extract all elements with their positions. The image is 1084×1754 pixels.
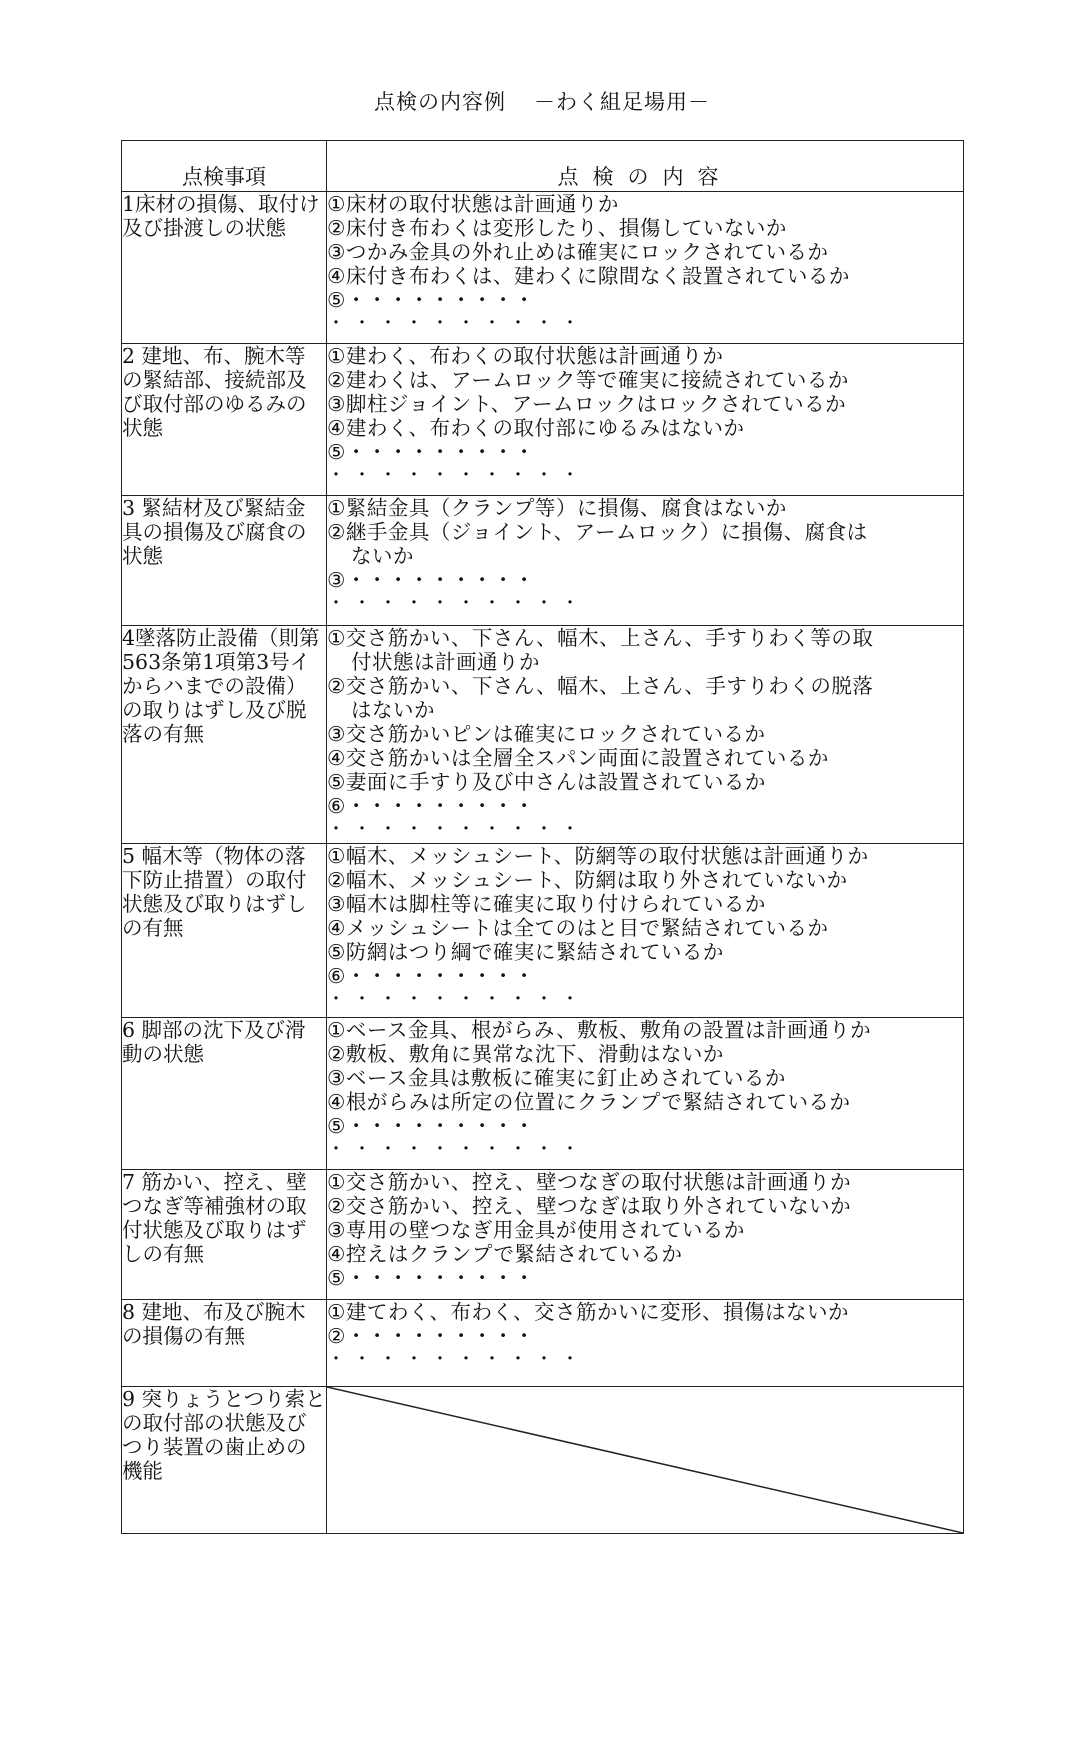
content-line: 付状態は計画通りか	[351, 650, 540, 674]
table-row	[122, 1300, 964, 1387]
content-line: ・・・・・・・・・・	[327, 1349, 587, 1370]
content-line: ①ベース金具、根がらみ、敷板、敷角の設置は計画通りか	[327, 1018, 872, 1042]
content-line: ④建わく、布わくの取付部にゆるみはないか	[327, 416, 745, 440]
inspection-item: 6 脚部の沈下及び滑動の状態	[122, 1018, 327, 1170]
content-line: ⑤・・・・・・・・・	[327, 1114, 535, 1138]
inspection-item: 4墜落防止設備（則第563条第1項第3号イからハまでの設備）の取りはずし及び脱落の有無	[122, 626, 327, 844]
inspection-item: 7 筋かい、控え、壁つなぎ等補強材の取付状態及び取りはずしの有無	[122, 1170, 327, 1300]
content-line: ⑥・・・・・・・・・	[327, 794, 535, 818]
empty-content-cell	[327, 1387, 964, 1534]
table-row	[122, 626, 964, 844]
content-line: ③・・・・・・・・・	[327, 568, 535, 592]
inspection-item: 3 緊結材及び緊結金具の損傷及び腐食の状態	[122, 496, 327, 626]
inspection-item: 8 建地、布及び腕木の損傷の有無	[122, 1300, 327, 1387]
inspection-item: 2 建地、布、腕木等の緊結部、接続部及び取付部のゆるみの状態	[122, 344, 327, 496]
inspection-content	[327, 844, 964, 1018]
content-line: ⑤・・・・・・・・・	[327, 1266, 535, 1290]
table-row	[122, 344, 964, 496]
inspection-content	[327, 1170, 964, 1300]
content-line: ⑥・・・・・・・・・	[327, 964, 535, 988]
content-line: はないか	[351, 698, 435, 722]
diagonal-strike	[327, 1387, 963, 1533]
header-content: 点検の内容	[327, 141, 964, 192]
table-row	[122, 1018, 964, 1170]
content-line: ①建わく、布わくの取付状態は計画通りか	[327, 344, 724, 368]
content-line: ②床付き布わくは変形したり、損傷していないか	[327, 216, 787, 240]
content-line: ③脚柱ジョイント、アームロックはロックされているか	[327, 392, 847, 416]
content-line: ②敷板、敷角に異常な沈下、滑動はないか	[327, 1042, 724, 1066]
content-line: ②建わくは、アームロック等で確実に接続されているか	[327, 368, 849, 392]
table-row	[122, 192, 964, 344]
content-line: ①幅木、メッシュシート、防網等の取付状態は計画通りか	[327, 844, 869, 868]
content-line: ④根がらみは所定の位置にクランプで緊結されているか	[327, 1090, 851, 1114]
content-line: ②幅木、メッシュシート、防網は取り外されていないか	[327, 868, 848, 892]
content-line: ・・・・・・・・・・	[327, 819, 587, 840]
content-line: ないか	[351, 544, 414, 568]
content-line: ・・・・・・・・・・	[327, 313, 587, 334]
inspection-content	[327, 344, 964, 496]
content-line: ・・・・・・・・・・	[327, 1139, 587, 1160]
table-body	[122, 192, 964, 1534]
page-title	[0, 86, 1084, 116]
content-line: ②交さ筋かい、控え、壁つなぎは取り外されていないか	[327, 1194, 852, 1218]
header-item: 点検事項	[122, 141, 327, 192]
inspection-content	[327, 1018, 964, 1170]
table-row	[122, 844, 964, 1018]
content-line: ・・・・・・・・・・	[327, 465, 587, 486]
content-line: ①交さ筋かい、控え、壁つなぎの取付状態は計画通りか	[327, 1170, 852, 1194]
content-line: ③ベース金具は敷板に確実に釘止めされているか	[327, 1066, 786, 1090]
inspection-item: 1床材の損傷、取付け及び掛渡しの状態	[122, 192, 327, 344]
inspection-table	[121, 140, 964, 1534]
content-line: ③幅木は脚柱等に確実に取り付けられているか	[327, 892, 766, 916]
content-line: ・・・・・・・・・・	[327, 593, 587, 614]
content-line: ③専用の壁つなぎ用金具が使用されているか	[327, 1218, 745, 1242]
content-line: ④控えはクランプで緊結されているか	[327, 1242, 683, 1266]
content-line: ②・・・・・・・・・	[327, 1324, 535, 1348]
inspection-content	[327, 496, 964, 626]
table-row	[122, 1170, 964, 1300]
content-line: ②継手金具（ジョイント、アームロック）に損傷、腐食は	[327, 520, 868, 544]
content-line: ④床付き布わくは、建わくに隙間なく設置されているか	[327, 264, 850, 288]
title-sub: －わく組足場用－	[534, 90, 710, 114]
content-line: ④交さ筋かいは全層全スパン両面に設置されているか	[327, 746, 829, 770]
content-line: ①交さ筋かい、下さん、幅木、上さん、手すりわく等の取	[327, 626, 874, 650]
title-main: 点検の内容例	[374, 90, 506, 114]
content-line: ⑤妻面に手すり及び中さんは設置されているか	[327, 770, 766, 794]
table-row	[122, 1387, 964, 1534]
content-line: ・・・・・・・・・・	[327, 989, 587, 1010]
content-line: ①床材の取付状態は計画通りか	[327, 192, 619, 216]
content-line: ①緊結金具（クランプ等）に損傷、腐食はないか	[327, 496, 787, 520]
inspection-content	[327, 1300, 964, 1387]
content-line: ④メッシュシートは全てのはと目で緊結されているか	[327, 916, 829, 940]
content-line: ②交さ筋かい、下さん、幅木、上さん、手すりわくの脱落	[327, 674, 874, 698]
inspection-item: 5 幅木等（物体の落下防止措置）の取付状態及び取りはずしの有無	[122, 844, 327, 1018]
content-line: ③つかみ金具の外れ止めは確実にロックされているか	[327, 240, 829, 264]
content-line: ⑤・・・・・・・・・	[327, 288, 535, 312]
inspection-content	[327, 192, 964, 344]
content-line: ①建てわく、布わく、交さ筋かいに変形、損傷はないか	[327, 1300, 850, 1324]
content-line: ⑤・・・・・・・・・	[327, 440, 535, 464]
table-header-row	[122, 141, 964, 192]
inspection-content	[327, 626, 964, 844]
inspection-item: 9 突りょうとつり索との取付部の状態及びつり装置の歯止めの機能	[122, 1387, 327, 1534]
content-line: ⑤防網はつり綱で確実に緊結されているか	[327, 940, 724, 964]
content-line: ③交さ筋かいピンは確実にロックされているか	[327, 722, 766, 746]
table-row	[122, 496, 964, 626]
